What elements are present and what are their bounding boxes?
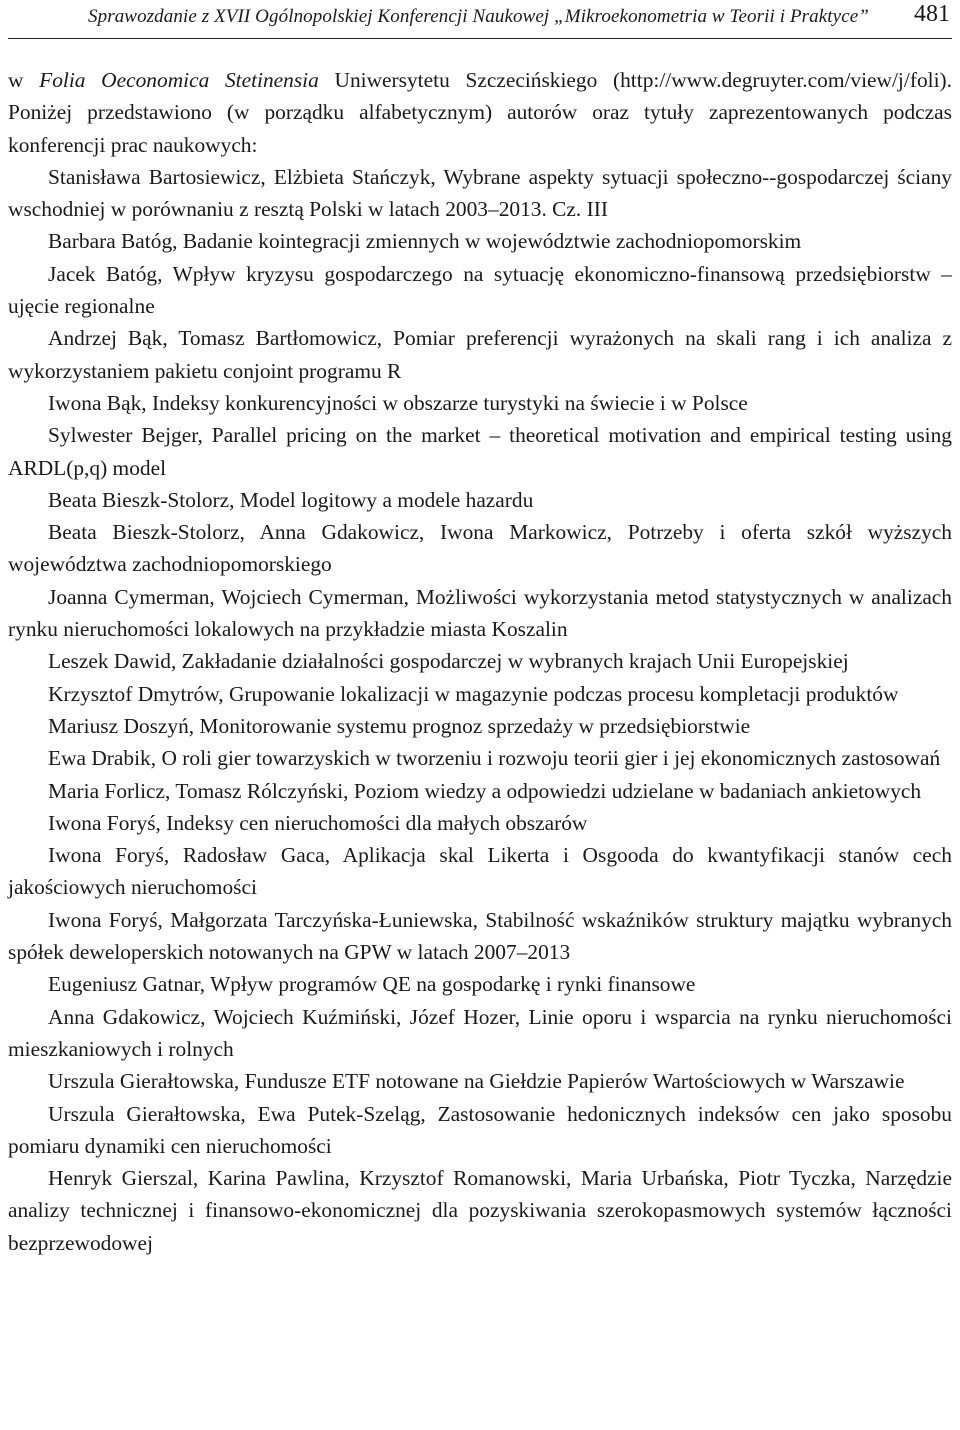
paper-entry: Urszula Gierałtowska, Fundusze ETF notowane na Giełdzie Papierów Wartościowych w Warszawie <box>48 1069 905 1094</box>
paper-entry: Sylwester Bejger, Parallel pricing on the market – theoretical motivation and empirical testing using ARDL(p,q) model <box>8 423 952 480</box>
paper-entry: Henryk Gierszal, Karina Pawlina, Krzysztof Romanowski, Maria Urbańska, Piotr Tyczka, Narzędzie analizy technicznej i finansowo-ekonomicznej dla pozyskiwania szerokopasmowych systemów łączności bezprzewodowej <box>8 1166 952 1255</box>
paper-entry: Iwona Foryś, Indeksy cen nieruchomości dla małych obszarów <box>48 810 588 835</box>
paper-entry: Iwona Bąk, Indeksy konkurencyjności w obszarze turystyki na świecie i w Polsce <box>48 390 748 415</box>
paper-entry: Barbara Batóg, Badanie kointegracji zmiennych w województwie zachodniopomorskim <box>48 229 802 254</box>
paper-entry: Jacek Batóg, Wpływ kryzysu gospodarczego na sytuację ekonomiczno-finansową przedsiębiorstw – ujęcie regionalne <box>8 261 952 319</box>
conference-papers-list <box>8 161 952 1259</box>
intro-paragraph <box>8 64 952 161</box>
paper-entry: Maria Forlicz, Tomasz Rólczyński, Poziom wiedzy a odpowiedzi udzielane w badaniach ankietowych <box>48 778 922 803</box>
paper-entry: Beata Bieszk-Stolorz, Model logitowy a modele hazardu <box>48 487 534 512</box>
running-header <box>8 0 952 38</box>
paper-entry: Joanna Cymerman, Wojciech Cymerman, Możliwości wykorzystania metod statystycznych w analizach rynku nieruchomości lokalowych na przykładzie miasta Koszalin <box>8 584 952 642</box>
running-header-title: Sprawozdanie z XVII Ogólnopolskiej Konferencji Naukowej „Mikroekonometria w Teorii i Praktyce” <box>88 6 869 27</box>
intro-rest: Uniwersytetu Szczecińskiego (http://www.degruyter.com/view/j/foli). Poniżej przedstawiono (w porządku alfabetycznym) autorów oraz tytuły zaprezentowanych podczas konferencji prac naukowych: <box>8 68 952 157</box>
journal-title: Folia Oeconomica Stetinensia <box>39 68 319 92</box>
paper-entry: Urszula Gierałtowska, Ewa Putek-Szeląg, Zastosowanie hedonicznych indeksów cen jako sposobu pomiaru dynamiki cen nieruchomości <box>8 1101 952 1158</box>
paper-entry: Leszek Dawid, Zakładanie działalności gospodarczej w wybranych krajach Unii Europejskiej <box>48 649 849 674</box>
intro-prefix: w <box>8 68 40 92</box>
paper-entry: Mariusz Doszyń, Monitorowanie systemu prognoz sprzedaży w przedsiębiorstwie <box>48 713 751 738</box>
paper-entry: Iwona Foryś, Radosław Gaca, Aplikacja skal Likerta i Osgooda do kwantyfikacji stanów cech jakościowych nieruchomości <box>8 843 952 900</box>
paper-entry: Anna Gdakowicz, Wojciech Kuźmiński, Józef Hozer, Linie oporu i wsparcia na rynku nieruchomości mieszkaniowych i rolnych <box>8 1004 952 1061</box>
paper-entry: Iwona Foryś, Małgorzata Tarczyńska-Łuniewska, Stabilność wskaźników struktury majątku wybranych spółek deweloperskich notowanych na GPW w latach 2007–2013 <box>8 907 952 965</box>
paper-entry: Eugeniusz Gatnar, Wpływ programów QE na gospodarkę i rynki finansowe <box>48 972 696 997</box>
paper-entry: Stanisława Bartosiewicz, Elżbieta Stańczyk, Wybrane aspekty sytuacji społeczno--gospodarczej ściany wschodniej w porównaniu z resztą Polski w latach 2003–2013. Cz. III <box>8 164 952 222</box>
page-number: 481 <box>914 1 950 27</box>
paper-entry: Ewa Drabik, O roli gier towarzyskich w tworzeniu i rozwoju teorii gier i jej ekonomicznych zastosowań <box>48 746 941 771</box>
paper-entry: Andrzej Bąk, Tomasz Bartłomowicz, Pomiar preferencji wyrażonych na skali rang i ich analiza z wykorzystaniem pakietu conjoint programu R <box>8 326 952 383</box>
document-body <box>8 64 952 1259</box>
paper-entry: Krzysztof Dmytrów, Grupowanie lokalizacji w magazynie podczas procesu kompletacji produktów <box>48 681 899 706</box>
header-rule <box>8 38 952 39</box>
paper-entry: Beata Bieszk-Stolorz, Anna Gdakowicz, Iwona Markowicz, Potrzeby i oferta szkół wyższych województwa zachodniopomorskiego <box>8 520 952 577</box>
